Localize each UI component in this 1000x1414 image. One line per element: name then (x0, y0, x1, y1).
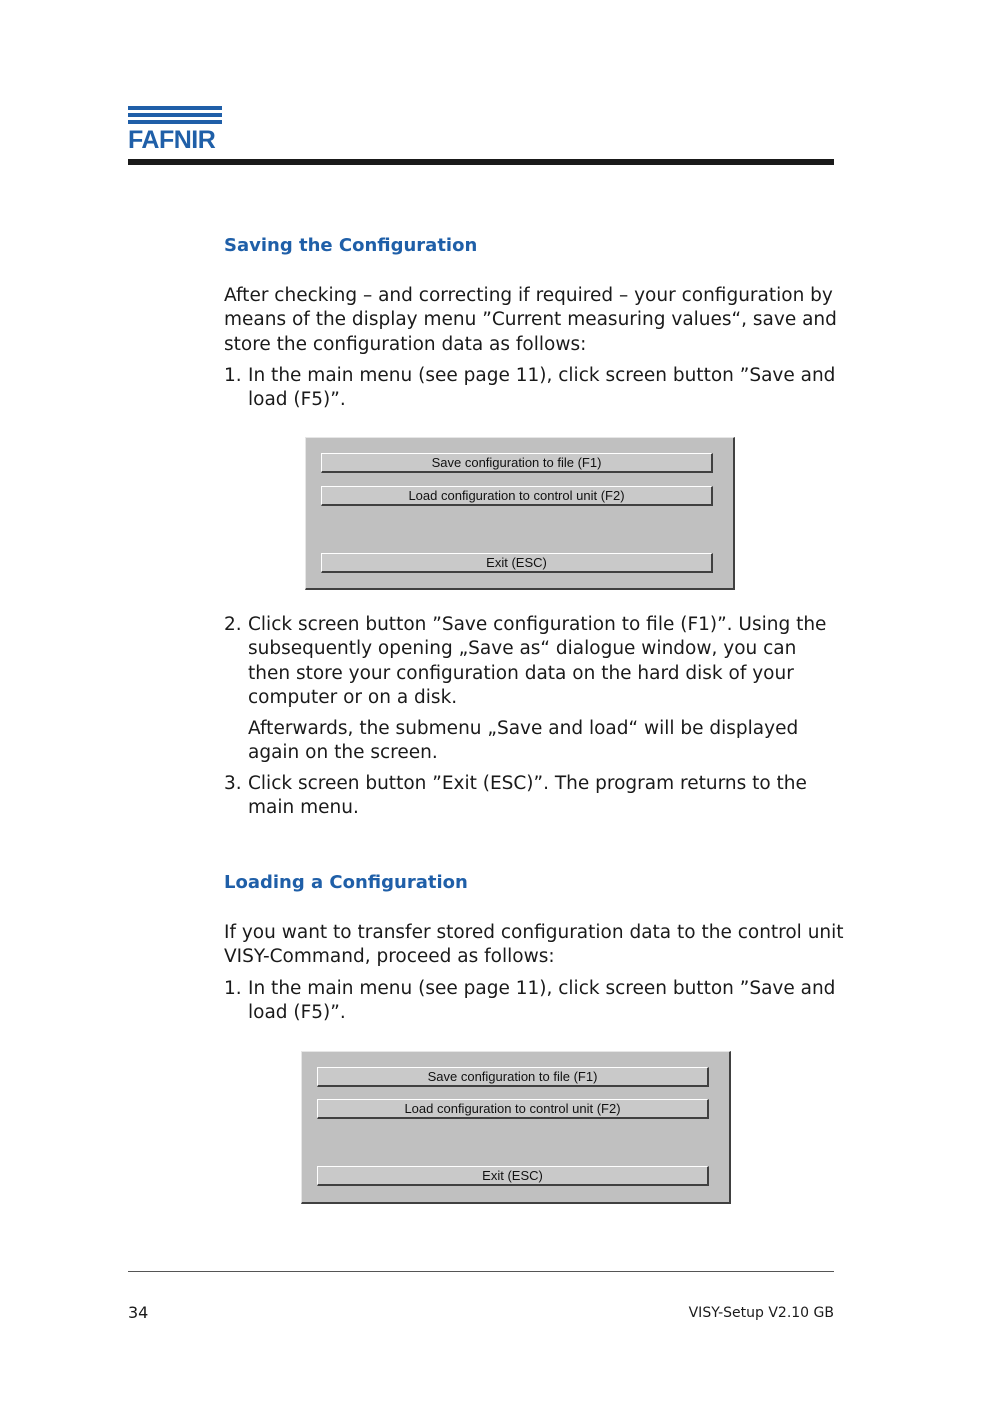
step-number: 1. (224, 365, 242, 386)
exit-button[interactable]: Exit (ESC) (317, 1166, 709, 1186)
loading-step-1 (224, 977, 844, 1026)
logo-stripe (128, 113, 222, 117)
section-title-saving: Saving the Configuration (224, 235, 478, 256)
save-config-button[interactable]: Save configuration to file (F1) (321, 453, 713, 473)
logo-stripe (128, 120, 222, 124)
step-text: In the main menu (see page 11), click screen button ”Save and load (F5)”. (248, 978, 836, 1024)
logo-text: FAFNIR (128, 126, 216, 154)
step-text-continued: Afterwards, the submenu „Save and load“ will be displayed again on the screen. (248, 718, 799, 764)
load-config-button[interactable]: Load configuration to control unit (F2) (321, 486, 713, 506)
document-id: VISY-Setup V2.10 GB (688, 1305, 834, 1321)
step-number: 2. (224, 614, 242, 635)
saving-step-3 (224, 772, 844, 821)
saving-intro: After checking – and correcting if required – your configuration by means of the display menu ”Current measuring values“, save and store the configuration data as follows: (224, 285, 837, 355)
saving-step-1 (224, 364, 844, 413)
step-text: In the main menu (see page 11), click screen button ”Save and load (F5)”. (248, 365, 836, 411)
page-number: 34 (128, 1303, 149, 1322)
logo-stripe (128, 106, 222, 110)
save-config-button[interactable]: Save configuration to file (F1) (317, 1067, 709, 1087)
step-text: Click screen button ”Exit (ESC)”. The program returns to the main menu. (248, 773, 807, 819)
load-config-button[interactable]: Load configuration to control unit (F2) (317, 1099, 709, 1119)
footer-rule (128, 1271, 834, 1272)
step-number: 3. (224, 773, 242, 794)
saving-step-2 (224, 613, 844, 766)
step-number: 1. (224, 978, 242, 999)
step-text: Click screen button ”Save configuration to file (F1)”. Using the subsequently opening „Save as“ dialogue window, you can then store your configuration data on the hard disk of your computer or on a disk. (248, 614, 827, 708)
save-load-dialog (305, 437, 735, 590)
save-load-dialog (301, 1051, 731, 1204)
loading-intro: If you want to transfer stored configuration data to the control unit VISY-Command, proceed as follows: (224, 922, 844, 968)
exit-button[interactable]: Exit (ESC) (321, 553, 713, 573)
section-title-loading: Loading a Configuration (224, 872, 468, 893)
header-rule (128, 159, 834, 165)
fafnir-logo (128, 106, 224, 152)
